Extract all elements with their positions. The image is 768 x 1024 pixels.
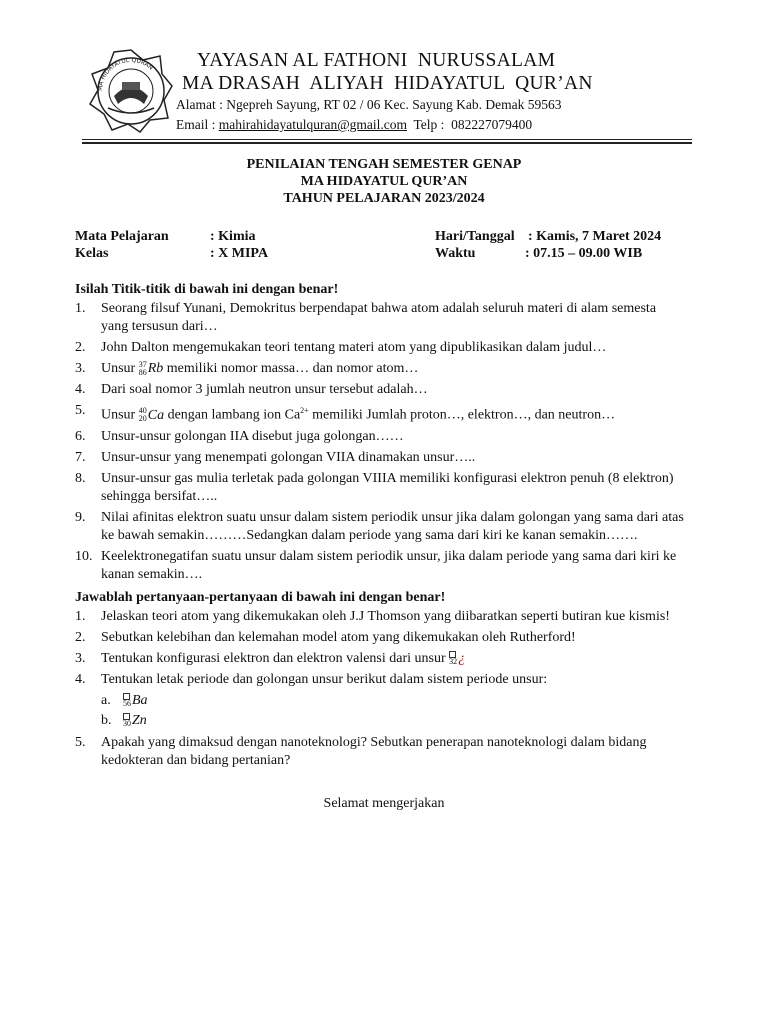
closing-text: Selamat mengerjakan (323, 796, 445, 811)
mass-number: 40 (138, 406, 147, 416)
item-number: 10. (75, 548, 93, 564)
item-number: 1. (75, 301, 86, 316)
list-item (75, 402, 685, 425)
question-text: dengan lambang ion Ca (164, 407, 301, 423)
item-number: 8. (75, 470, 86, 486)
atomic-number: 56 (123, 699, 131, 709)
option-a (101, 691, 685, 711)
email-link[interactable]: mahirahidayatulquran@gmail.com (218, 117, 407, 132)
element-symbol: ¿ (458, 651, 466, 666)
item-number: 1. (75, 609, 86, 624)
option-b (101, 711, 685, 731)
item-number: 7. (75, 449, 86, 465)
date-label: Hari/Tanggal (435, 229, 515, 244)
question-text: Unsur-unsur gas mulia terletak pada golongan VIIIA memiliki konfigurasi elektron penuh (8 elektron) sehingga bersifat….. (101, 470, 674, 504)
option-label: b. (101, 713, 112, 728)
list-item (75, 671, 685, 731)
list-item (75, 470, 685, 506)
item-number: 4. (75, 672, 86, 687)
item-number: 5. (75, 403, 86, 418)
question-text: Nilai afinitas elektron suatu unsur dalam sistem periodik unsur jika dalam golongan yang sama dari atas ke bawah semakin………Sedangkan dalam periode yang sama dari kiri ke kanan semakin……. (101, 509, 684, 543)
atomic-number: 86 (138, 367, 147, 377)
isotope-notation (449, 651, 457, 666)
isotope-notation (123, 693, 131, 708)
list-item (75, 650, 685, 668)
subject-value: : Kimia (210, 229, 256, 244)
foundation-name: YAYASAN AL FATHONI NURUSSALAM (197, 50, 556, 71)
question-text: Keelektronegatifan suatu unsur dalam sistem periodik unsur, jika dalam periode yang sama dari kiri ke kanan semakin…. (101, 548, 677, 582)
element-symbol: Ba (132, 693, 148, 708)
item-number: 3. (75, 361, 86, 376)
time-value: : 07.15 – 09.00 WIB (525, 246, 643, 261)
atomic-number: 32 (449, 657, 458, 667)
section2-heading: Jawablah pertanyaan-pertanyaan di bawah ini dengan benar! (75, 590, 446, 605)
question-text: Dari soal nomor 3 jumlah neutron unsur tersebut adalah… (101, 382, 428, 397)
isotope-notation (139, 407, 147, 423)
header-rule-bottom (82, 142, 692, 144)
question-text: Tentukan letak periode dan golongan unsur berikut dalam sistem periode unsur: (101, 672, 548, 687)
sub-options (101, 691, 685, 731)
time-label: Waktu (435, 246, 476, 261)
item-number: 6. (75, 428, 86, 444)
list-item (75, 734, 685, 770)
item-number: 5. (75, 735, 86, 750)
logo-text: MA HIDAYATUL QURAN (96, 56, 155, 92)
list-item (75, 449, 685, 467)
section1-heading: Isilah Titik-titik di bawah ini dengan benar! (75, 282, 339, 297)
question-text: Unsur (101, 407, 139, 423)
email-label: Email : (176, 117, 219, 132)
school-name: MA DRASAH ALIYAH HIDAYATUL QUR’AN (182, 73, 593, 94)
school-address: Alamat : Ngepreh Sayung, RT 02 / 06 Kec. Sayung Kab. Demak 59563 (176, 97, 562, 112)
phone: Telp : 082227079400 (407, 117, 533, 132)
section2-list (75, 608, 685, 773)
header-rule-top (82, 139, 692, 140)
question-text: memiliki nomor massa… dan nomor atom… (163, 361, 419, 376)
question-text: Unsur-unsur yang menempati golongan VIIA dinamakan unsur….. (101, 449, 476, 465)
class-value: : X MIPA (210, 246, 269, 261)
atomic-number: 20 (138, 414, 147, 424)
list-item (75, 360, 685, 378)
section1-list (75, 300, 685, 587)
question-text: Seorang filsuf Yunani, Demokritus berpendapat bahwa atom adalah seluruh materi di alam semesta yang tersusun dari… (101, 301, 657, 334)
list-item (75, 428, 685, 446)
question-text: Jelaskan teori atom yang dikemukakan oleh J.J Thomson yang diibaratkan seperti butiran kue kismis! (101, 609, 670, 624)
school-logo (88, 48, 174, 134)
isotope-notation (123, 713, 131, 728)
exam-title: PENILAIAN TENGAH SEMESTER GENAP (246, 157, 522, 172)
question-text: Tentukan konfigurasi elektron dan elektron valensi dari unsur (101, 651, 450, 666)
question-text: Unsur (101, 361, 139, 376)
list-item (75, 629, 685, 647)
item-number: 9. (75, 509, 86, 525)
element-symbol: Rb (147, 361, 164, 376)
list-item (75, 300, 685, 336)
question-text: John Dalton mengemukakan teori tentang materi atom yang dipublikasikan dalam judul… (101, 340, 607, 355)
exam-school: MA HIDAYATUL QUR’AN (300, 174, 468, 189)
mass-number: 37 (138, 359, 147, 369)
option-label: a. (101, 693, 111, 708)
item-number: 2. (75, 630, 86, 645)
item-number: 2. (75, 340, 86, 355)
list-item (75, 339, 685, 357)
ion-charge: 2+ (300, 406, 309, 415)
date-value: : Kamis, 7 Maret 2024 (528, 229, 662, 244)
question-text: memiliki Jumlah proton…, elektron…, dan neutron… (308, 407, 616, 423)
question-text: Apakah yang dimaksud dengan nanoteknologi? Sebutkan penerapan nanoteknologi dalam bidang kedokteran dan bidang pertanian? (101, 735, 647, 768)
item-number: 3. (75, 651, 86, 666)
isotope-notation (139, 361, 147, 377)
list-item (75, 381, 685, 399)
subject-label: Mata Pelajaran (75, 229, 169, 244)
class-label: Kelas (75, 246, 109, 261)
list-item (75, 548, 685, 584)
question-text: Unsur-unsur golongan IIA disebut juga golongan…… (101, 428, 404, 444)
exam-year: TAHUN PELAJARAN 2023/2024 (283, 191, 485, 206)
contact-line (176, 117, 532, 133)
item-number: 4. (75, 382, 86, 397)
atomic-number: 30 (123, 719, 131, 729)
element-symbol: Ca (147, 407, 165, 423)
list-item (75, 509, 685, 545)
question-text: Sebutkan kelebihan dan kelemahan model atom yang dikemukakan oleh Rutherford! (101, 630, 576, 645)
list-item (75, 608, 685, 626)
element-symbol: Zn (132, 713, 147, 728)
